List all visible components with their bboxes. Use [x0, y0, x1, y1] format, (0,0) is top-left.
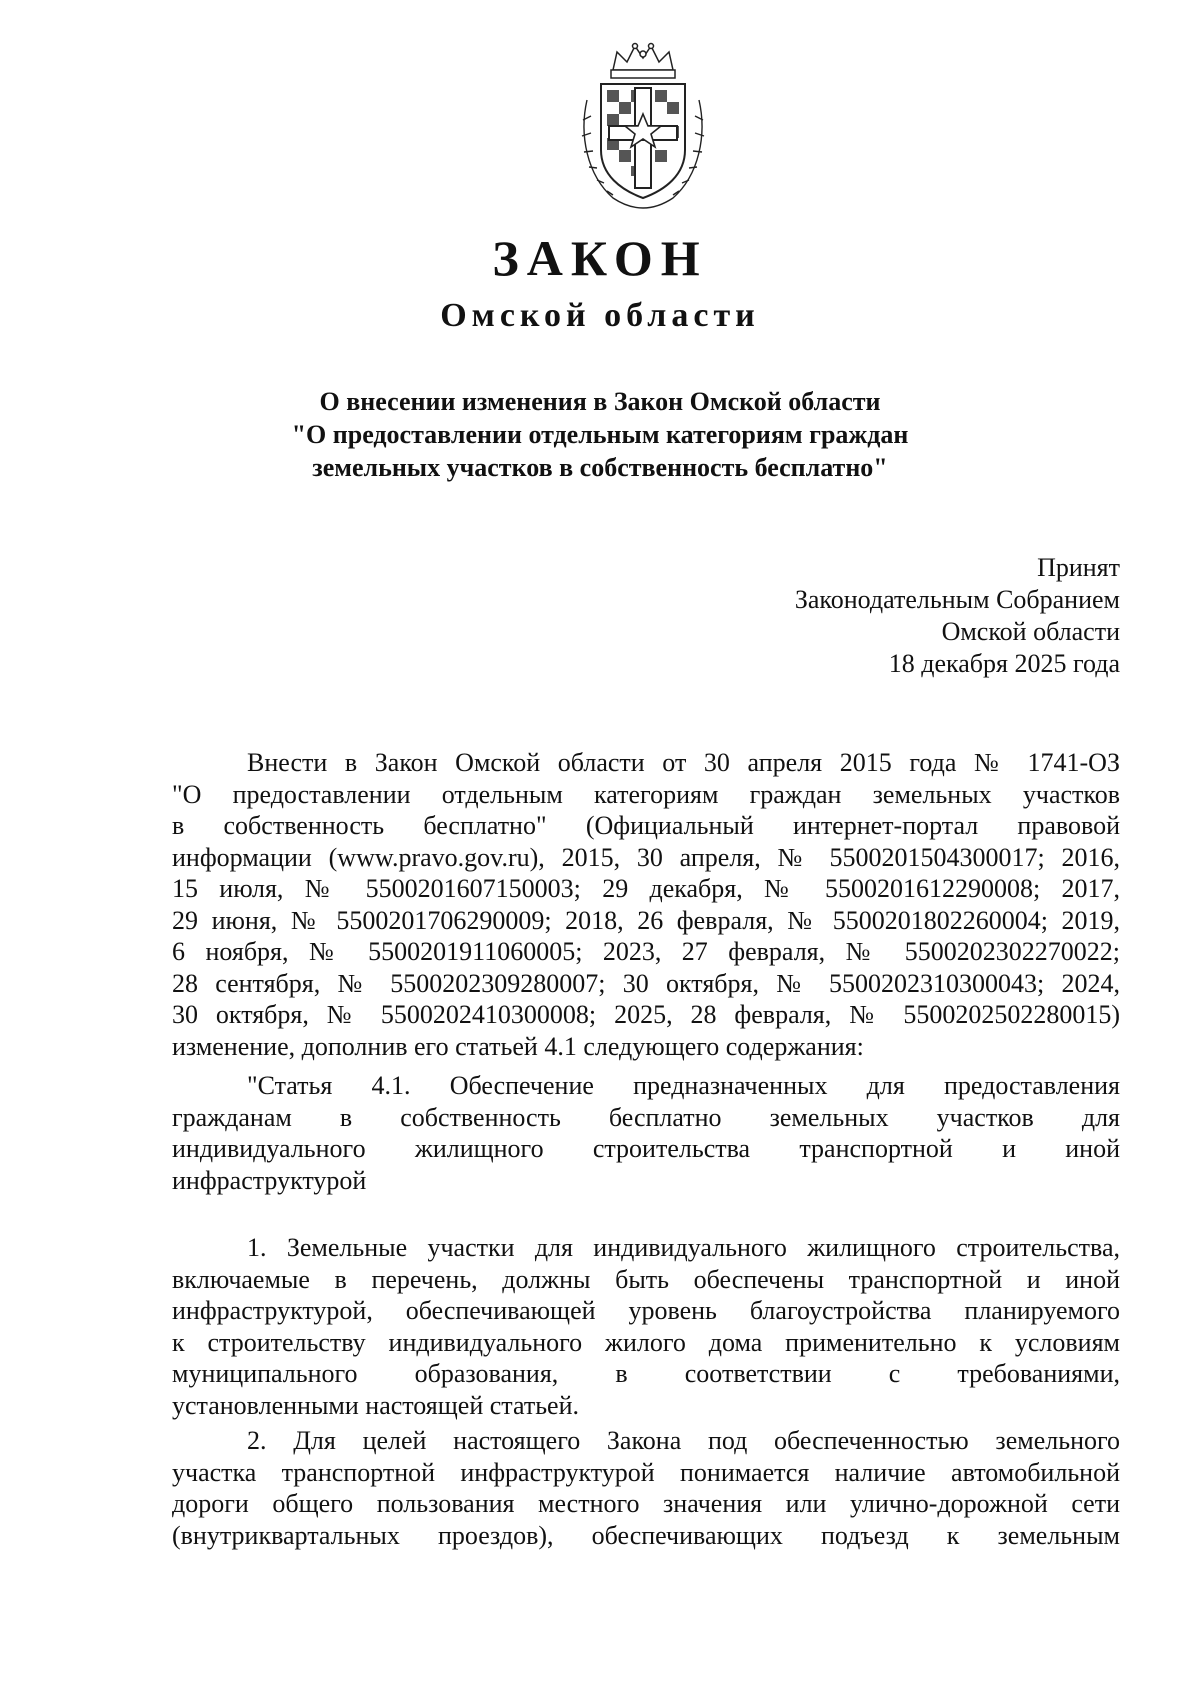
- adoption-line: Законодательным Собранием: [794, 585, 1120, 614]
- text-line: установленными настоящей статьей.: [172, 1390, 579, 1420]
- law-name: [200, 385, 1000, 484]
- text-line: участка транспортной инфраструктурой понимается наличие автомобильной: [172, 1457, 1120, 1487]
- text-line: включаемые в перечень, должны быть обеспечены транспортной и иной: [172, 1264, 1120, 1294]
- article-heading: [172, 1070, 1120, 1196]
- text-line: 30 октября, № 5500202410300008; 2025, 28 февраля, № 5500202502280015): [172, 1000, 1120, 1029]
- law-name-line: О внесении изменения в Закон Омской области: [319, 387, 881, 416]
- text-line: (внутриквартальных проездов), обеспечивающих подъезд к земельным: [172, 1520, 1120, 1550]
- text-line: 1. Земельные участки для индивидуального жилищного строительства,: [247, 1233, 1120, 1262]
- text-line: в собственность бесплатно" (Официальный интернет-портал правовой: [172, 811, 1120, 840]
- text-line: 6 ноября, № 5500201911060005; 2023, 27 февраля, № 5500202302270022;: [172, 937, 1120, 966]
- adoption-date: 18 декабря 2025 года: [888, 649, 1120, 678]
- text-line: 28 сентября, № 5500202309280007; 30 октября, № 5500202310300043; 2024,: [172, 968, 1120, 998]
- text-line: дороги общего пользования местного значения или улично-дорожной сети: [172, 1489, 1120, 1518]
- text-line: инфраструктурой, обеспечивающей уровень благоустройства планируемого: [172, 1296, 1120, 1325]
- coat-of-arms-icon: [573, 40, 713, 210]
- text-line: 29 июня, № 5500201706290009; 2018, 26 февраля, № 5500201802260004; 2019,: [172, 905, 1120, 935]
- intro-paragraph: [172, 747, 1120, 1062]
- text-line: информации (www.pravo.gov.ru), 2015, 30 апреля, № 5500201504300017; 2016,: [172, 842, 1120, 872]
- paragraph-2: [172, 1425, 1120, 1551]
- paragraph-1: [172, 1232, 1120, 1421]
- document-title: ЗАКОН: [492, 230, 708, 286]
- document-subtitle: Омской области: [440, 297, 760, 334]
- text-line: "О предоставлении отдельным категориям граждан земельных участков: [172, 779, 1120, 809]
- text-line: к строительству индивидуального жилого дома применительно к условиям: [172, 1327, 1120, 1357]
- text-line: индивидуального жилищного строительства транспортной и иной: [172, 1134, 1120, 1163]
- text-line: 2. Для целей настоящего Закона под обеспеченностью земельного: [247, 1426, 1120, 1455]
- text-line: гражданам в собственность бесплатно земельных участков для: [172, 1102, 1120, 1132]
- adoption-line: Омской области: [941, 617, 1120, 646]
- law-name-line: "О предоставлении отдельным категориям граждан: [291, 420, 909, 449]
- text-line: инфраструктурой: [172, 1165, 367, 1195]
- text-line: изменение, дополнив его статьей 4.1 следующего содержания:: [172, 1031, 864, 1061]
- adoption-block: [795, 552, 1120, 680]
- text-line: 15 июля, № 5500201607150003; 29 декабря, № 5500201612290008; 2017,: [172, 874, 1120, 903]
- text-line: "Статья 4.1. Обеспечение предназначенных для предоставления: [247, 1071, 1120, 1100]
- text-line: Внести в Закон Омской области от 30 апреля 2015 года № 1741-ОЗ: [247, 748, 1120, 777]
- law-name-line: земельных участков в собственность бесплатно": [312, 453, 888, 482]
- adoption-line: Принят: [1037, 553, 1120, 582]
- text-line: муниципального образования, в соответствии с требованиями,: [172, 1359, 1120, 1388]
